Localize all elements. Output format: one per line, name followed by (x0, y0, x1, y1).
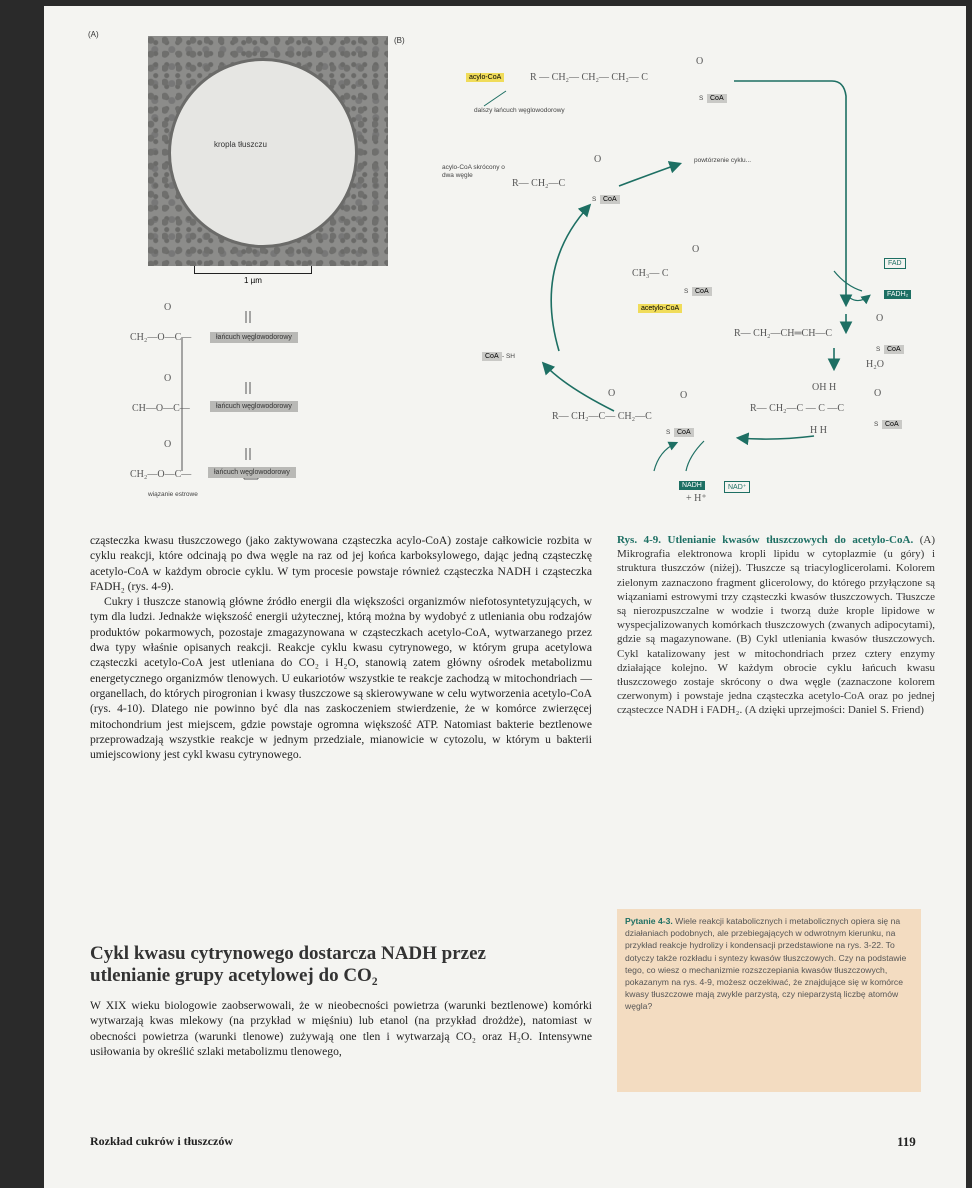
acyl-coa-formula: R — CH₂— CH₂— CH₂— C (530, 72, 648, 83)
enoyl-coa-group: CoA (884, 345, 904, 354)
keto-oxygen-2: O (680, 390, 688, 401)
coa-sh-tag: CoA (482, 352, 502, 361)
hydroxy-formula: R— CH₂—C — C —C (750, 403, 845, 414)
h-plus: + H⁺ (686, 493, 707, 504)
droplet-label: kropla tłuszczu (214, 140, 267, 149)
acetyl-coa-group: CoA (692, 287, 712, 296)
chain-label-3: łańcuch węglowodorowy (208, 467, 296, 478)
acetyl-coa-tag: acetylo-CoA (638, 304, 682, 313)
scale-bar (194, 266, 312, 274)
shortened-oxygen: O (594, 154, 602, 165)
acyl-coa-group: CoA (707, 94, 727, 103)
coa-sh-suffix: - SH (502, 353, 515, 360)
question-title: Pytanie 4-3. (625, 916, 673, 926)
keto-oxygen-1: O (608, 388, 616, 399)
page-number: 119 (897, 1134, 916, 1149)
acyl-oxygen: O (696, 56, 704, 67)
fad-box: FAD (884, 258, 906, 269)
hydroxy-bottom: H H (810, 425, 827, 436)
acetyl-s: S (684, 288, 689, 295)
acetyl-formula: CH₃— C (632, 268, 669, 279)
hydroxy-coa-group: CoA (882, 420, 902, 429)
panel-b-label: (B) (394, 36, 405, 45)
nad-box: NAD⁺ (724, 481, 750, 493)
hydroxy-s: S (874, 421, 879, 428)
further-chain-label: dalszy łańcuch węglowodorowy (474, 107, 565, 114)
main-paragraph-1: cząsteczka kwasu tłuszczowego (jako zaktywowana cząsteczka acylo-CoA) zostaje całkowicie rozbita w cyklu reakcji, które odcinają po dwa węgle na raz od jej końca karboksylowego, dając jedną cząsteczkę acetylo-CoA w każdym obrocie cyklu. W tym procesie powstaje również cząsteczka NADH i cząsteczka FADH₂ (rys. 4-9). (90, 534, 592, 593)
chain-label-2: łańcuch węglowodorowy (210, 401, 298, 412)
glycerol-row-2: CH—O—C— (132, 403, 190, 414)
question-body: Wiele reakcji katabolicznych i metabolicznych opiera się na działaniach podobnych, ale przebiegających w odwrotnym kierunku, na przykład reakcje hydrolizy i kondensacji przedstawione na rys. 3-22. To dotyczy także rozkładu i syntezy kwasów tłuszczowych. Czy na podstawie tego, co wiesz o mechanizmie rozszczepiania kwasów tłuszczowych, pokazanym na rys. 4-9, możesz oczekiwać, że znajdujące się w komórce kwasy tłuszczowe mają zwykle parzystą, czy nieparzystą liczbę atomów węgla? (625, 916, 907, 1012)
fadh2-box: FADH₂ (884, 290, 911, 299)
ester-bond-label: wiązanie estrowe (148, 491, 198, 498)
hydroxy-top: OH H (812, 382, 837, 393)
hydroxy-oxygen: O (874, 388, 882, 399)
question-box (617, 909, 921, 1092)
acetyl-oxygen: O (692, 244, 700, 255)
acyl-s: S (699, 95, 704, 102)
glycerol-row-1: CH₂—O—C— (130, 332, 192, 343)
keto-s: S (666, 429, 671, 436)
shortened-s: S (592, 196, 597, 203)
enoyl-oxygen: O (876, 313, 884, 324)
shortened-formula: R— CH₂—C (512, 178, 566, 189)
main-paragraph-2: Cukry i tłuszcze stanowią główne źródło energii dla większości organizmów niefotosyntetyzujących, w tym dla ludzi. Jednakże większość energii użytecznej, którą można by wydobyć z utleniania obu rodzajów produktów pokarmowych, pozostaje zmagazynowana w cząsteczkach acetylo-CoA, wytwarzanego przez dwa typy właśnie opisanych reakcji. Reakcje cyklu kwasu cytrynowego, w którym grupa acetylowa cząsteczki acetylo-CoA jest utleniana do CO₂ i H₂O, stanowią zatem główny ośrodek metabolizmu energetycznego organizmów tlenowych. U eukariotów wszystkie te reakcje zachodzą w mitochondriach — organellach, do których pirogronian i kwasy tłuszczowe są skierowywane w celu wytworzenia acetylo-CoA (rys. 4-10). Dlatego nie powinno być dla nas zaskoczeniem stwierdzenie, że w komórce zwierzęcej mitochondrium jest miejscem, gdzie powstaje ogromna większość ATP. Natomiast bakterie beztlenowe przeprowadzają wszystkie reakcje w jednym przedziale, mianowicie w cytozolu, w którym u bakterii umiejscowiony jest cykl kwasu cytrynowego. (90, 595, 592, 762)
nadh-box: NADH (679, 481, 705, 490)
section-heading: Cykl kwasu cytrynowego dostarcza NADH przez utlenianie grupy acetylowej do CO₂ (90, 943, 486, 986)
shortened-acyl-label: acylo-CoA skrócony o dwa węgle (442, 164, 505, 179)
section-paragraph-1: W XIX wieku biologowie zaobserwowali, że w nieobecności powietrza (warunki beztlenowe) komórki wytwarzają kwas mlekowy (na przykład w mięśniu) lub etanol (na przykład drożdże), natomiast w obecności powietrza (warunki tlenowe) zużywają one tlen i wytwarzają CO₂ oraz H₂O. Intensywne usiłowania by określić szlaki metabolizmu tlenowego, (90, 999, 592, 1058)
beta-oxidation-cycle (414, 46, 934, 506)
enoyl-s: S (876, 346, 881, 353)
fat-droplet (168, 58, 358, 248)
keto-formula: R— CH₂—C— CH₂—C (552, 411, 652, 422)
section-text (90, 998, 592, 1059)
oxygen-2: O (164, 373, 172, 384)
main-text (90, 533, 592, 762)
caption-title: Rys. 4-9. Utlenianie kwasów tłuszczowych do acetylo-CoA. (617, 534, 914, 546)
scale-label: 1 µm (244, 276, 262, 285)
shortened-coa-group: CoA (600, 195, 620, 204)
glycerol-row-3: CH₂—O—C— (130, 469, 192, 480)
repeat-cycle-label: powtórzenie cyklu... (694, 157, 752, 164)
enoyl-formula: R— CH₂—CH═CH—C (734, 328, 833, 339)
oxygen-3: O (164, 439, 172, 450)
chain-label-1: łańcuch węglowodorowy (210, 332, 298, 343)
acyl-coa-tag: acylo-CoA (466, 73, 504, 82)
keto-coa-group: CoA (674, 428, 694, 437)
figure-caption (617, 533, 935, 718)
panel-a-label: (A) (88, 30, 99, 39)
book-page (44, 6, 966, 1188)
oxygen-1: O (164, 302, 172, 313)
running-footer-title: Rozkład cukrów i tłuszczów (90, 1134, 233, 1148)
caption-body: (A) Mikrografia elektronowa kropli lipidu w cytoplazmie (u góry) i struktura tłuszczów (niżej). Tłuszcze są triacyloglicerolami. Kolorem zielonym zaznaczono fragment glicerolowy, do którego przyłączone są wiązaniami estrowymi trzy cząsteczki kwasów tłuszczowych. Tłuszcze są nierozpuszczalne w wodzie i tworzą duże krople lipidowe w wyspecjalizowanych komórkach tłuszczowych (zwanych adipocytami), gdzie są magazynowane. (B) Cykl utleniania kwasów tłuszczowych. Cykl katalizowany jest w mitochondriach przez cztery enzymy działające kolejno. W każdym obrocie cyklu łańcuch kwasu tłuszczowego zostaje skrócony o dwa węgle (zaznaczone kolorem czerwonym) i powstaje jedna cząsteczka acetylo-CoA oraz po jednej cząsteczce NADH i FADH₂. (A dzięki uprzejmości: Daniel S. Friend) (617, 534, 935, 717)
lipid-micrograph (148, 36, 388, 266)
water-label: H₂O (866, 359, 884, 370)
